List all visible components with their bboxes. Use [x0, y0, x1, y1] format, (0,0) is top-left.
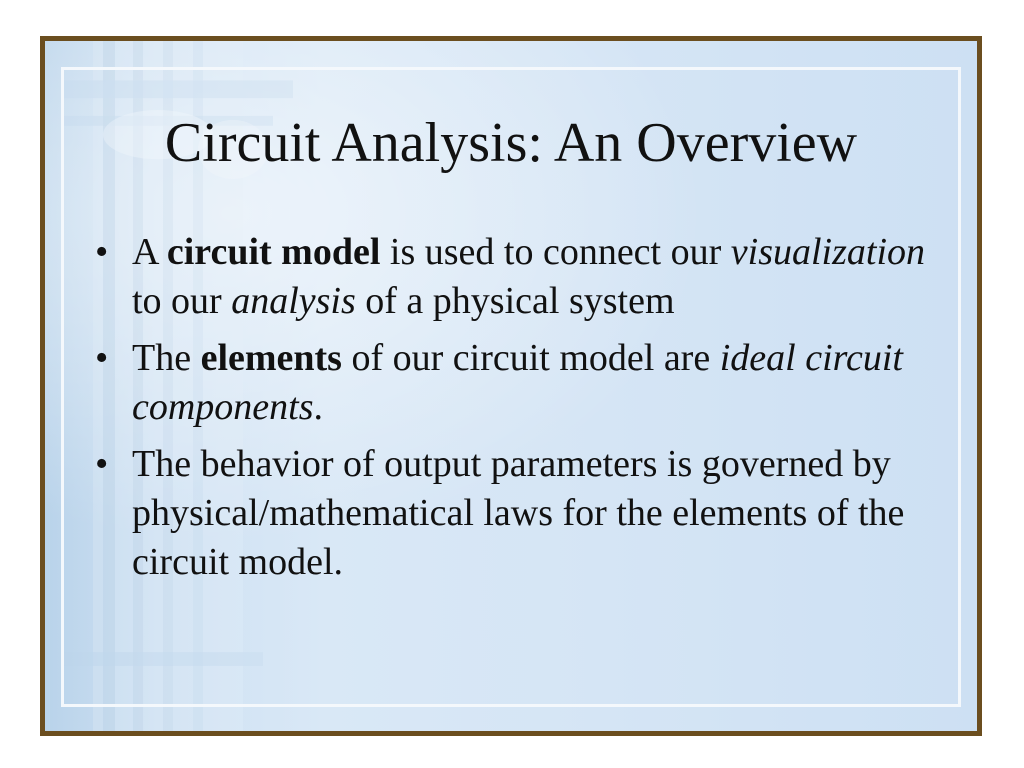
text: The [132, 337, 201, 379]
text: . [313, 386, 324, 428]
slide [40, 36, 982, 736]
text: of our circuit model are [341, 337, 720, 379]
bullet-item [95, 440, 925, 587]
text: A [132, 231, 167, 273]
italic-term: ideal circuit components [132, 337, 903, 428]
italic-term: visualization [730, 231, 925, 273]
bold-term: elements [200, 337, 342, 379]
italic-term: analysis [231, 280, 356, 322]
text: of a physical system [355, 280, 675, 322]
bullet-item [95, 334, 925, 432]
bullet-list [95, 228, 925, 595]
text: The behavior of output parameters is governed by physical/mathematical laws for the elements of the circuit model. [132, 443, 905, 583]
slide-title: Circuit Analysis: An Overview [164, 112, 858, 174]
bullet-item [95, 228, 925, 326]
text: to our [132, 280, 232, 322]
text: is used to connect our [380, 231, 731, 273]
bold-term: circuit model [166, 231, 381, 273]
